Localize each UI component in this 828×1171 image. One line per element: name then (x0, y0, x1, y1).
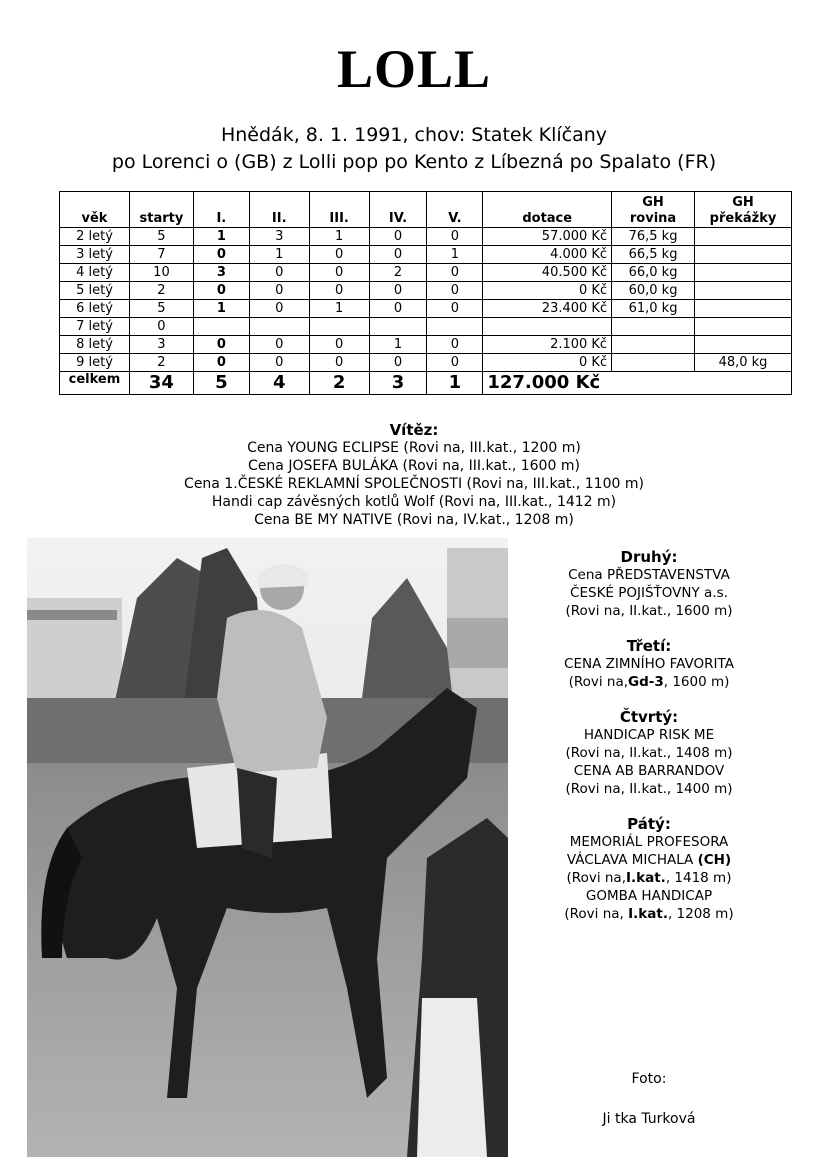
cell-money: 40.500 Kč (483, 264, 612, 282)
cell-p1: 3 (193, 264, 249, 282)
winner-race: Handi cap závěsných kotlů Wolf (Rovi na, III.kat., 1412 m) (211, 494, 617, 510)
winner-section (0, 421, 828, 529)
cell-p2: 0 (249, 300, 309, 318)
cell-starts: 10 (129, 264, 193, 282)
cell-p4: 0 (369, 282, 427, 300)
cell-starts: 2 (129, 354, 193, 372)
cell-p2: 1 (249, 246, 309, 264)
page-title: LOLL (336, 39, 492, 99)
table-row (60, 336, 792, 354)
header-first: I. (193, 192, 249, 228)
cell-p5: 0 (427, 336, 483, 354)
horse-details: Hnědák, 8. 1. 1991, chov: Statek Klíčany (220, 124, 608, 146)
table-row (60, 300, 792, 318)
total-p2: 4 (249, 372, 309, 395)
cell-starts: 2 (129, 282, 193, 300)
cell-age: 5 letý (60, 282, 130, 300)
cell-p4: 0 (369, 246, 427, 264)
cell-p3: 0 (309, 354, 369, 372)
cell-age: 4 letý (60, 264, 130, 282)
horse-photo (27, 538, 508, 1157)
fifth-race-line: VÁCLAVA MICHALA (CH) (566, 852, 732, 868)
cell-gh-jump: 48,0 kg (695, 354, 792, 372)
total-label: celkem (60, 372, 130, 395)
total-p4: 3 (369, 372, 427, 395)
cell-money: 0 Kč (483, 354, 612, 372)
fourth-race-line: HANDICAP RISK ME (583, 727, 715, 743)
cell-p5 (427, 318, 483, 336)
header-starts: starty (129, 192, 193, 228)
cell-gh-flat: 76,5 kg (612, 228, 695, 246)
total-starts: 34 (129, 372, 193, 395)
third-race-line: (Rovi na,Gd-3, 1600 m) (568, 674, 730, 690)
cell-p3: 0 (309, 264, 369, 282)
cell-p5: 0 (427, 354, 483, 372)
table-row (60, 264, 792, 282)
fifth-race-line: MEMORIÁL PROFESORA (569, 834, 729, 850)
cell-p2: 0 (249, 336, 309, 354)
total-p5: 1 (427, 372, 483, 395)
cell-gh-flat (612, 318, 695, 336)
cell-money (483, 318, 612, 336)
fourth-race-line: (Rovi na, II.kat., 1408 m) (565, 745, 733, 761)
cell-p4: 2 (369, 264, 427, 282)
header-fourth: IV. (369, 192, 427, 228)
cell-gh-jump (695, 264, 792, 282)
cell-p3: 0 (309, 282, 369, 300)
second-heading: Druhý: (620, 548, 678, 566)
header-age: věk (60, 192, 130, 228)
cell-starts: 5 (129, 300, 193, 318)
cell-starts: 7 (129, 246, 193, 264)
cell-p1 (193, 318, 249, 336)
cell-p5: 1 (427, 246, 483, 264)
fifth-race-line: GOMBA HANDICAP (585, 888, 713, 904)
pedigree-line: po Lorenci o (GB) z Lolli pop po Kento z Líbezná po Spalato (FR) (111, 151, 717, 173)
cell-p4: 1 (369, 336, 427, 354)
cell-gh-flat: 66,0 kg (612, 264, 695, 282)
cell-p3: 0 (309, 336, 369, 354)
cell-p2: 0 (249, 354, 309, 372)
cell-p4: 0 (369, 354, 427, 372)
cell-p3: 0 (309, 246, 369, 264)
winner-race: Cena BE MY NATIVE (Rovi na, IV.kat., 1208 m) (254, 512, 574, 528)
fourth-heading: Čtvrtý: (619, 708, 679, 726)
cell-gh-jump (695, 246, 792, 264)
cell-p3 (309, 318, 369, 336)
cell-age: 9 letý (60, 354, 130, 372)
cell-p4 (369, 318, 427, 336)
table-row (60, 282, 792, 300)
table-header-row (60, 192, 792, 228)
cell-p1: 0 (193, 246, 249, 264)
cell-money: 23.400 Kč (483, 300, 612, 318)
cell-p5: 0 (427, 300, 483, 318)
cell-age: 7 letý (60, 318, 130, 336)
cell-age: 3 letý (60, 246, 130, 264)
cell-p2: 0 (249, 264, 309, 282)
fourth-race-line: (Rovi na, II.kat., 1400 m) (565, 781, 733, 797)
cell-p4: 0 (369, 300, 427, 318)
header-prize-money: dotace (483, 192, 612, 228)
cell-money: 0 Kč (483, 282, 612, 300)
cell-p3: 1 (309, 300, 369, 318)
cell-p1: 1 (193, 228, 249, 246)
fifth-heading: Pátý: (627, 815, 671, 833)
header-gh-jump: GH překážky (695, 192, 792, 228)
header-third: III. (309, 192, 369, 228)
cell-age: 8 letý (60, 336, 130, 354)
second-race-line: Cena PŘEDSTAVENSTVA (568, 567, 730, 583)
cell-p1: 1 (193, 300, 249, 318)
cell-age: 6 letý (60, 300, 130, 318)
photo-credit-name: Ji tka Turková (602, 1111, 696, 1127)
cell-starts: 0 (129, 318, 193, 336)
cell-gh-jump (695, 318, 792, 336)
table-row (60, 354, 792, 372)
header-second: II. (249, 192, 309, 228)
cell-gh-flat: 61,0 kg (612, 300, 695, 318)
table-row (60, 318, 792, 336)
cell-gh-flat (612, 354, 695, 372)
cell-money: 57.000 Kč (483, 228, 612, 246)
fourth-race-line: CENA AB BARRANDOV (573, 763, 725, 779)
second-race-line: ČESKÉ POJIŠŤOVNY a.s. (570, 585, 728, 601)
cell-gh-flat: 60,0 kg (612, 282, 695, 300)
third-heading: Třetí: (626, 637, 672, 655)
cell-p1: 0 (193, 336, 249, 354)
winner-race: Cena JOSEFA BULÁKA (Rovi na, III.kat., 1600 m) (248, 458, 580, 474)
cell-gh-jump (695, 336, 792, 354)
winner-race: Cena 1.ČESKÉ REKLAMNÍ SPOLEČNOSTI (Rovi na, III.kat., 1100 m) (184, 476, 644, 492)
third-race-line: CENA ZIMNÍHO FAVORITA (564, 656, 734, 672)
fifth-race-line: (Rovi na,I.kat., 1418 m) (566, 870, 732, 886)
second-race-line: (Rovi na, II.kat., 1600 m) (565, 603, 733, 619)
cell-gh-flat (612, 336, 695, 354)
winner-race: Cena YOUNG ECLIPSE (Rovi na, III.kat., 1200 m) (247, 440, 581, 456)
cell-gh-jump (695, 282, 792, 300)
winner-heading: Vítěz: (389, 421, 439, 439)
cell-gh-jump (695, 300, 792, 318)
cell-starts: 5 (129, 228, 193, 246)
cell-p1: 0 (193, 354, 249, 372)
cell-p5: 0 (427, 282, 483, 300)
header-gh-flat: GH rovina (612, 192, 695, 228)
cell-p4: 0 (369, 228, 427, 246)
total-money: 127.000 Kč (483, 372, 792, 395)
cell-p5: 0 (427, 264, 483, 282)
cell-money: 2.100 Kč (483, 336, 612, 354)
cell-p1: 0 (193, 282, 249, 300)
cell-p2: 3 (249, 228, 309, 246)
race-stats-table (59, 191, 792, 395)
cell-p2 (249, 318, 309, 336)
cell-p3: 1 (309, 228, 369, 246)
total-p3: 2 (309, 372, 369, 395)
table-row (60, 246, 792, 264)
header-fifth: V. (427, 192, 483, 228)
table-total-row (60, 372, 792, 395)
cell-gh-flat: 66,5 kg (612, 246, 695, 264)
photo-credit-label: Foto: (631, 1071, 667, 1087)
total-p1: 5 (193, 372, 249, 395)
cell-gh-jump (695, 228, 792, 246)
table-row (60, 228, 792, 246)
cell-age: 2 letý (60, 228, 130, 246)
cell-p5: 0 (427, 228, 483, 246)
cell-p2: 0 (249, 282, 309, 300)
cell-starts: 3 (129, 336, 193, 354)
fifth-race-line: (Rovi na, I.kat., 1208 m) (564, 906, 734, 922)
cell-money: 4.000 Kč (483, 246, 612, 264)
placings-section (540, 548, 758, 923)
photo-credit (540, 1070, 758, 1128)
